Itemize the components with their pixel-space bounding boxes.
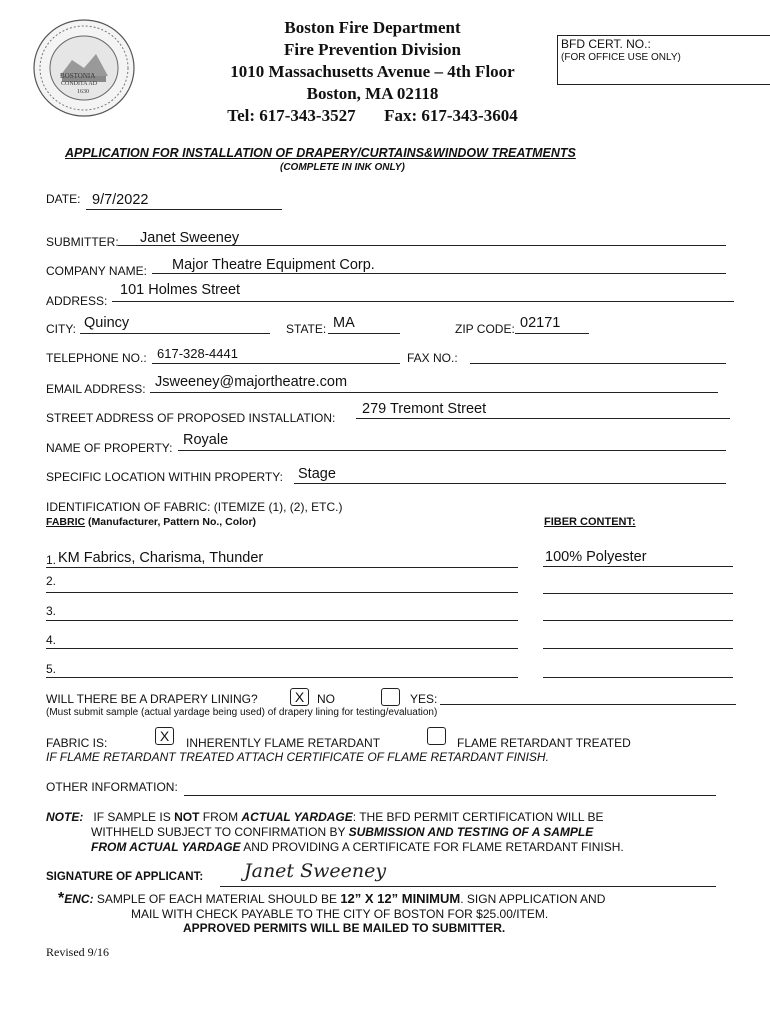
lining-no-checkbox[interactable]: X (290, 688, 309, 706)
submitter-label: SUBMITTER: (46, 235, 119, 249)
cert-note: (FOR OFFICE USE ONLY) (561, 52, 681, 63)
fabric-row-2-number: 2. (46, 574, 57, 588)
enc-prefix: ENC: (64, 892, 94, 906)
property-name-value[interactable]: Royale (183, 432, 229, 448)
city-label: CITY: (46, 322, 77, 336)
fiber-row-4-line (543, 648, 733, 649)
fax-label: FAX NO.: (407, 351, 458, 365)
fr-treated-checkbox[interactable] (427, 727, 446, 745)
enc-b: 12” X 12” MINIMUM (340, 891, 461, 906)
property-name-label: NAME OF PROPERTY: (46, 441, 173, 455)
fabric-header-desc: (Manufacturer, Pattern No., Color) (85, 516, 257, 528)
note-l2b: SUBMISSION AND TESTING OF A SAMPLE (348, 825, 594, 839)
location-label: SPECIFIC LOCATION WITHIN PROPERTY: (46, 470, 283, 484)
property-name-underline (178, 450, 726, 451)
revised-date: Revised 9/16 (46, 945, 109, 959)
email-underline (150, 392, 718, 393)
date-underline (86, 209, 282, 210)
state-value[interactable]: MA (333, 315, 355, 331)
note-prefix: NOTE: (46, 810, 84, 824)
fabric-row-5-number: 5. (46, 662, 57, 676)
note-p1: IF SAMPLE IS (93, 810, 175, 824)
fr-treated-note: IF FLAME RETARDANT TREATED ATTACH CERTIFICATE OF FLAME RETARDANT FINISH. (46, 750, 549, 764)
lining-yes-checkbox[interactable] (381, 688, 400, 706)
zip-label: ZIP CODE: (455, 322, 515, 336)
cert-label: BFD CERT. NO.: (561, 37, 651, 51)
inherently-fr-label: INHERENTLY FLAME RETARDANT (186, 736, 381, 750)
fiber-row-5-line (543, 677, 733, 678)
form-subtitle: (COMPLETE IN INK ONLY) (280, 162, 405, 173)
state-label: STATE: (286, 322, 327, 336)
address-label: ADDRESS: (46, 294, 108, 308)
enc-line-2: MAIL WITH CHECK PAYABLE TO THE CITY OF BOSTON FOR $25.00/ITEM. (131, 907, 549, 921)
fr-treated-label: FLAME RETARDANT TREATED (457, 736, 631, 750)
note-p5: : THE BFD PERMIT CERTIFICATION WILL BE (352, 810, 604, 824)
fabric-row-3-number: 3. (46, 604, 57, 618)
street-address: 1010 Massachusetts Avenue – 4th Floor (230, 62, 515, 81)
fabric-row-3-line (46, 620, 518, 621)
fabric-row-2-line (46, 592, 518, 593)
install-address-underline (356, 418, 730, 419)
seal-text-3: 1630 (77, 89, 89, 95)
fiber-row-3-line (543, 620, 733, 621)
enc-line-1 (58, 890, 605, 908)
note-l3b: AND PROVIDING A CERTIFICATE FOR FLAME RETARDANT FINISH. (240, 840, 624, 854)
location-underline (294, 483, 726, 484)
fabric-row-5-line (46, 677, 518, 678)
city-underline (80, 333, 270, 334)
address-underline (112, 301, 734, 302)
city-state-zip: Boston, MA 02118 (306, 84, 439, 103)
dept-fax: Fax: 617-343-3604 (384, 106, 518, 125)
email-label: EMAIL ADDRESS: (46, 382, 146, 396)
lining-question: WILL THERE BE A DRAPERY LINING? (46, 692, 258, 706)
date-value[interactable]: 9/7/2022 (92, 192, 149, 208)
note-line-1 (46, 810, 603, 824)
phone-fax (200, 106, 545, 126)
company-value[interactable]: Major Theatre Equipment Corp. (172, 257, 375, 273)
enc-star: * (58, 890, 65, 907)
location-value[interactable]: Stage (298, 466, 336, 482)
lining-note: (Must submit sample (actual yardage being used) of drapery lining for testing/evaluation) (46, 707, 438, 718)
fabric-row-4-line (46, 648, 518, 649)
state-underline (328, 333, 400, 334)
fabric-column-header (46, 516, 256, 528)
fabric-row-1-fabric[interactable]: KM Fabrics, Charisma, Thunder (58, 550, 264, 566)
note-line-2 (91, 825, 593, 839)
company-underline (152, 273, 726, 274)
fabric-row-1-fiber[interactable]: 100% Polyester (545, 549, 647, 565)
boston-city-seal (32, 18, 136, 118)
other-info-underline (184, 795, 716, 796)
zip-value[interactable]: 02171 (520, 315, 561, 331)
install-address-label: STREET ADDRESS OF PROPOSED INSTALLATION: (46, 411, 336, 425)
inherently-fr-checkbox[interactable]: X (155, 727, 174, 745)
zip-underline (515, 333, 589, 334)
dept-name: Boston Fire Department (284, 18, 461, 37)
lining-yes-underline (440, 704, 736, 705)
city-value[interactable]: Quincy (84, 315, 130, 331)
note-l3a: FROM ACTUAL YARDAGE (91, 840, 241, 854)
lining-yes-label: YES: (410, 692, 438, 706)
signature-value[interactable]: Janet Sweeney (244, 860, 387, 882)
other-info-label: OTHER INFORMATION: (46, 780, 178, 794)
submitter-value[interactable]: Janet Sweeney (140, 230, 240, 246)
fabric-row-1-line (46, 567, 518, 568)
enc-a: SAMPLE OF EACH MATERIAL SHOULD BE (93, 892, 341, 906)
telephone-label: TELEPHONE NO.: (46, 351, 147, 365)
submitter-underline (118, 245, 726, 246)
signature-underline (220, 886, 716, 887)
note-p3: FROM (199, 810, 242, 824)
email-value[interactable]: Jsweeney@majortheatre.com (155, 374, 348, 390)
note-line-3 (91, 840, 624, 854)
fiber-content-header: FIBER CONTENT: (544, 516, 636, 528)
telephone-underline (152, 363, 400, 364)
fax-underline (470, 363, 726, 364)
telephone-value[interactable]: 617-328-4441 (157, 346, 238, 361)
address-value[interactable]: 101 Holmes Street (120, 282, 241, 298)
install-address-value[interactable]: 279 Tremont Street (362, 401, 487, 417)
fabric-header: FABRIC (46, 516, 86, 528)
fabric-id-label: IDENTIFICATION OF FABRIC: (ITEMIZE (1), (2), ETC.) (46, 500, 343, 514)
date-label: DATE: (46, 192, 81, 206)
fabric-row-4-number: 4. (46, 633, 57, 647)
division-name: Fire Prevention Division (284, 40, 461, 59)
note-l2a: WITHHELD SUBJECT TO CONFIRMATION BY (91, 825, 349, 839)
fabric-row-1-number: 1. (46, 553, 57, 567)
dept-telephone: Tel: 617-343-3527 (227, 106, 356, 125)
note-p2: NOT (174, 810, 200, 824)
seal-text-2: CONDITA AD (61, 81, 98, 87)
enc-line-3: APPROVED PERMITS WILL BE MAILED TO SUBMITTER. (183, 921, 506, 935)
enc-c: . SIGN APPLICATION AND (460, 892, 606, 906)
signature-label: SIGNATURE OF APPLICANT: (46, 871, 204, 883)
lining-no-label: NO (317, 692, 335, 706)
fabric-is-label: FABRIC IS: (46, 736, 108, 750)
note-p4: ACTUAL YARDAGE (241, 810, 353, 824)
seal-text-1: BOSTONIA (60, 72, 96, 80)
fiber-row-2-line (543, 593, 733, 594)
fiber-row-1-line (543, 566, 733, 567)
company-label: COMPANY NAME: (46, 264, 147, 278)
form-title: APPLICATION FOR INSTALLATION OF DRAPERY/CURTAINS&WINDOW TREATMENTS (65, 146, 576, 160)
